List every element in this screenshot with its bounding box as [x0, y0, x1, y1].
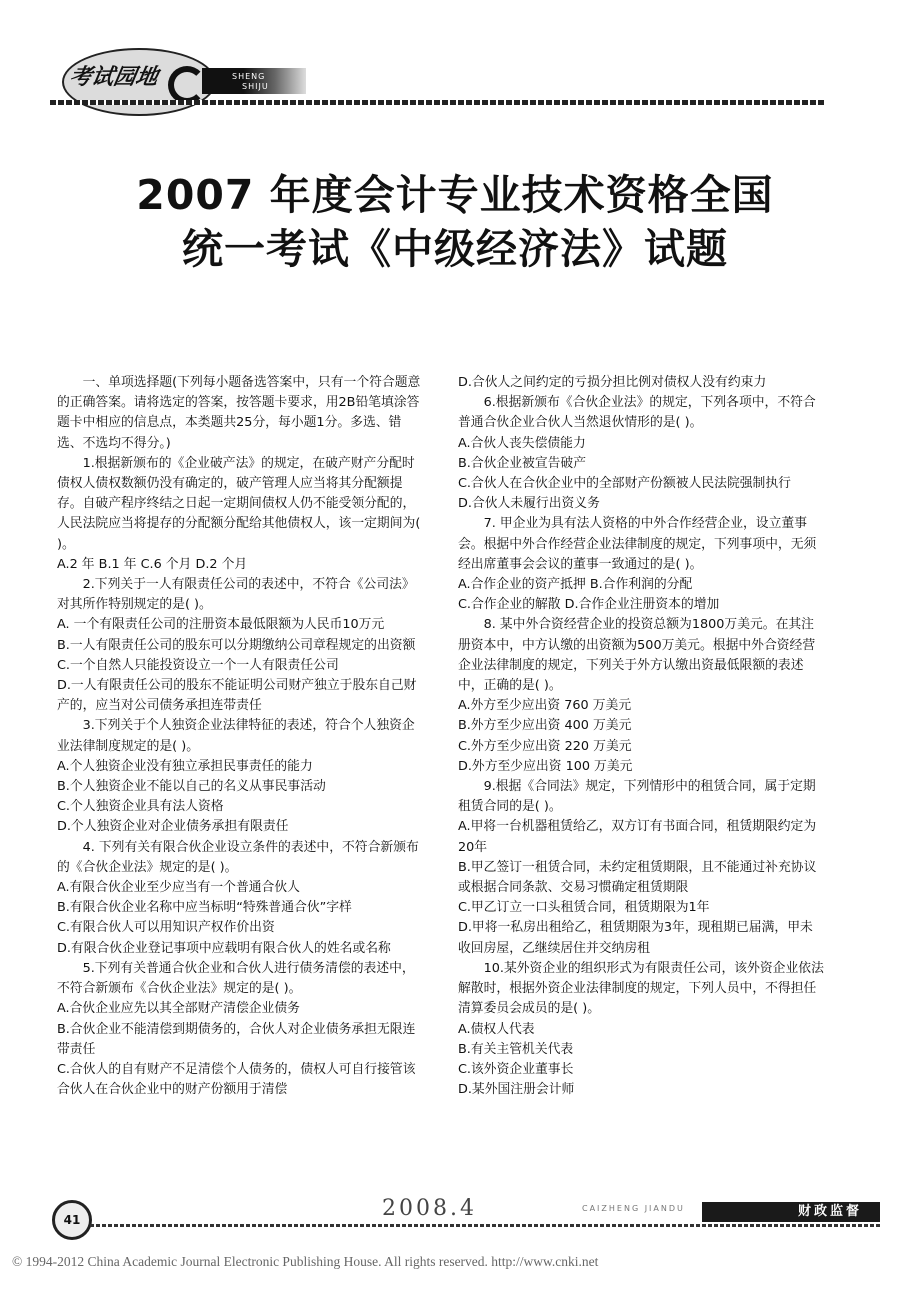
- option: B.合伙企业被宣告破产: [458, 455, 587, 471]
- page-header: [50, 38, 880, 118]
- question: 10.某外资企业的组织形式为有限责任公司，该外资企业依法解散时，根据外资企业法律制度的规定，下列人员中，不得担任清算委员会成员的是( )。: [458, 960, 824, 1017]
- option: A.2 年 B.1 年 C.6 个月 D.2 个月: [57, 556, 248, 572]
- question: 7. 甲企业为具有法人资格的中外合作经营企业，设立董事会。根据中外合作经营企业法律制度的规定，下列事项中，无须经出席董事会会议的董事一致通过的是( )。: [458, 516, 817, 572]
- logo-line1: SHENG: [232, 72, 266, 81]
- issue-number: 2008.4: [382, 1196, 477, 1221]
- option: A.有限合伙企业至少应当有一个普通合伙人: [57, 880, 300, 896]
- option: C.个人独资企业具有法人资格: [57, 799, 224, 815]
- question: 6.根据新颁布《合伙企业法》的规定，下列各项中，不符合普通合伙企业合伙人当然退伙情形的是( )。: [458, 395, 816, 431]
- option: A.合伙人丧失偿债能力: [458, 435, 586, 451]
- magazine-name: 财政监督: [702, 1202, 880, 1222]
- section-label: 考试园地: [67, 65, 160, 90]
- option: B.有关主管机关代表: [458, 1041, 574, 1057]
- copyright-notice: © 1994-2012 China Academic Journal Electronic Publishing House. All rights reserved. http://www.cnki.net: [12, 1254, 599, 1269]
- question: 1.根据新颁布的《企业破产法》的规定，在破产财产分配时债权人债权数额仍没有确定的，破产管理人应当将其分配额提存。自破产程序终结之日起一定期间债权人仍不能受领分配的，人民法院应当将提存的分配额分配给其他债权人，该一定期间为( )。: [57, 455, 421, 552]
- option: A.甲将一台机器租赁给乙，双方订有书面合同，租赁期限约定为20年: [458, 819, 817, 855]
- option: A.外方至少应出资 760 万美元: [458, 698, 632, 714]
- option: C.一个自然人只能投资设立一个一人有限责任公司: [57, 657, 339, 673]
- option: C.有限合伙人可以用知识产权作价出资: [57, 920, 275, 936]
- option: D.合伙人未履行出资义务: [458, 496, 600, 512]
- page-footer: [52, 1192, 882, 1242]
- option: B.有限合伙企业名称中应当标明“特殊普通合伙”字样: [57, 900, 352, 916]
- footer-divider: [90, 1224, 882, 1227]
- paragraph: 一、单项选择题(下列每小题备选答案中，只有一个符合题意的正确答案。请将选定的答案，按答题卡要求，用2B铅笔填涂答题卡中相应的信息点，本类题共25分，每小题1分。多选、错选、不选均不得分。): [57, 375, 421, 451]
- option: B.个人独资企业不能以自己的名义从事民事活动: [57, 779, 326, 795]
- question: 9.根据《合同法》规定，下列情形中的租赁合同，属于定期租赁合同的是( )。: [458, 779, 816, 815]
- option: A.债权人代表: [458, 1021, 535, 1037]
- page-number: 41: [52, 1200, 92, 1240]
- title-line-2: 统一考试《中级经济法》试题: [182, 225, 728, 273]
- option: A.合伙企业应先以其全部财产清偿企业债务: [57, 1001, 300, 1017]
- question: 2.下列关于一人有限责任公司的表述中，不符合《公司法》对其所作特别规定的是( )。: [57, 577, 415, 613]
- left-column: [57, 373, 423, 1100]
- logo-line2: SHIJU: [242, 82, 269, 91]
- option: D.有限合伙企业登记事项中应载明有限合伙人的姓名或名称: [57, 940, 391, 956]
- option: C.合作企业的解散 D.合作企业注册资本的增加: [458, 597, 720, 613]
- option: D.甲将一私房出租给乙，租赁期限为3年，现租期已届满，甲未收回房屋，乙继续居住并交纳房租: [458, 920, 813, 956]
- option: A.合作企业的资产抵押 B.合作利润的分配: [458, 577, 693, 593]
- option: C.外方至少应出资 220 万美元: [458, 738, 632, 754]
- magazine-pinyin: CAIZHENG JIANDU: [582, 1204, 685, 1213]
- logo-banner: [202, 68, 306, 94]
- option: A. 一个有限责任公司的注册资本最低限额为人民币10万元: [57, 617, 385, 633]
- option: C.该外资企业董事长: [458, 1061, 574, 1077]
- option: B.甲乙签订一租赁合同，未约定租赁期限，且不能通过补充协议或根据合同条款、交易习惯确定租赁期限: [458, 859, 817, 896]
- option: C.合伙人的自有财产不足清偿个人债务的，债权人可自行接管该合伙人在合伙企业中的财产份额用于清偿: [57, 1061, 416, 1098]
- title-line-1: 2007 年度会计专业技术资格全国: [136, 171, 774, 219]
- swirl-icon: [168, 66, 206, 104]
- option: B.外方至少应出资 400 万美元: [458, 718, 632, 734]
- question: 3.下列关于个人独资企业法律特征的表述，符合个人独资企业法律制度规定的是( )。: [57, 718, 415, 754]
- option: C.合伙人在合伙企业中的全部财产份额被人民法院强制执行: [458, 476, 791, 492]
- question: 5.下列有关普通合伙企业和合伙人进行债务清偿的表述中，不符合新颁布《合伙企业法》规定的是( )。: [57, 960, 415, 997]
- option: B.合伙企业不能清偿到期债务的，合伙人对企业债务承担无限连带责任: [57, 1021, 416, 1057]
- option: A.个人独资企业没有独立承担民事责任的能力: [57, 758, 313, 774]
- option: C.甲乙订立一口头租赁合同，租赁期限为1年: [458, 900, 710, 916]
- option: D.某外国注册会计师: [458, 1082, 575, 1098]
- option: B.一人有限责任公司的股东可以分期缴纳公司章程规定的出资额: [57, 637, 416, 653]
- right-column: [458, 373, 824, 1100]
- option: D.个人独资企业对企业债务承担有限责任: [57, 819, 289, 835]
- question: 8. 某中外合资经营企业的投资总额为1800万美元。在其注册资本中，中方认缴的出资额为500万美元。根据中外合资经营企业法律制度的规定，下列关于外方认缴出资最低限额的表述中，正确的是( )。: [458, 617, 816, 694]
- option: D.外方至少应出资 100 万美元: [458, 758, 633, 774]
- question: 4. 下列有关有限合伙企业设立条件的表述中，不符合新颁布的《合伙企业法》规定的是( )。: [57, 839, 419, 875]
- option: D.合伙人之间约定的亏损分担比例对债权人没有约束力: [458, 375, 767, 390]
- page-title: [60, 168, 850, 276]
- option: D.一人有限责任公司的股东不能证明公司财产独立于股东自己财产的，应当对公司债务承担连带责任: [57, 678, 417, 714]
- header-divider: [50, 100, 825, 105]
